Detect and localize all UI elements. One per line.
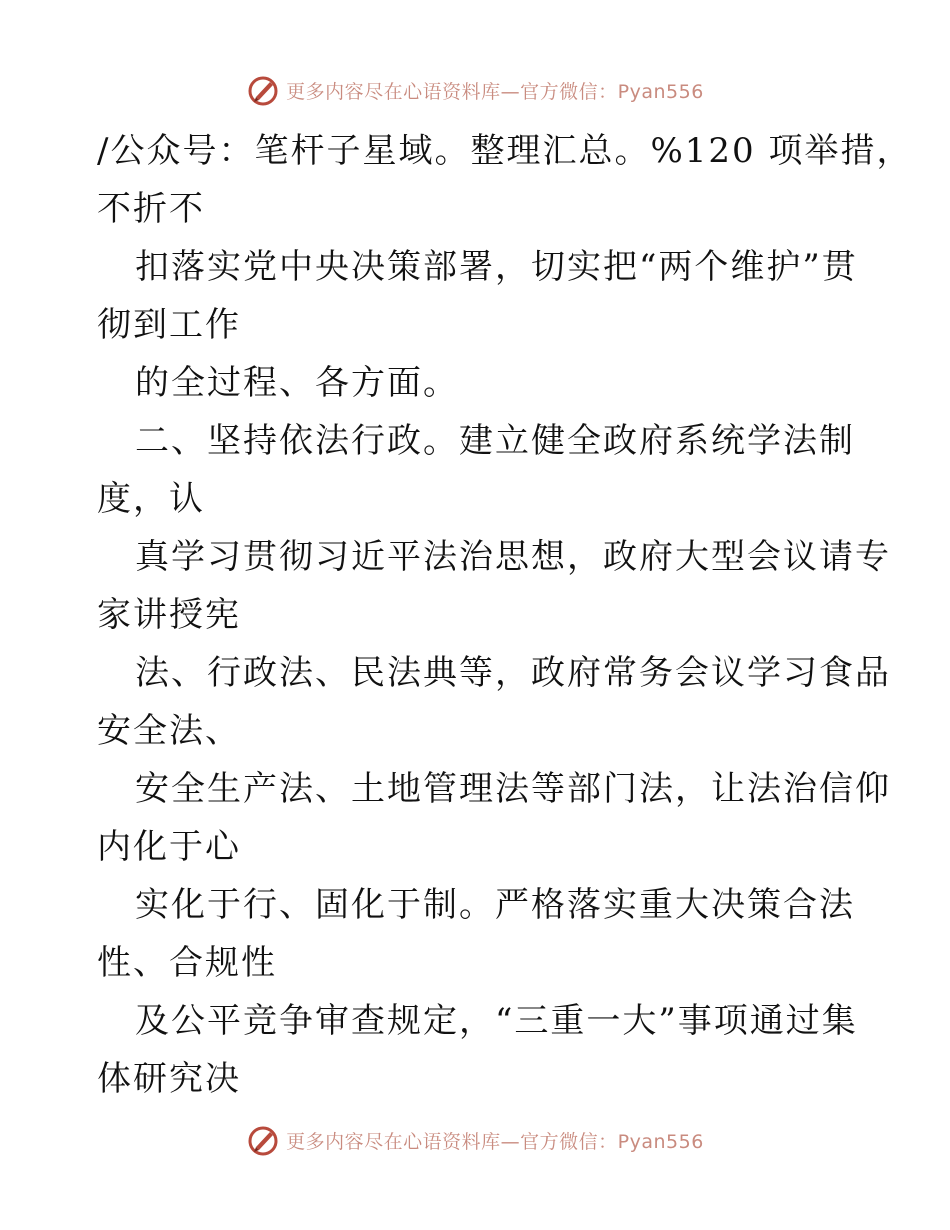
document-body (97, 122, 913, 1108)
brush-logo-icon (246, 1123, 280, 1157)
text-line: 家讲授宪 (97, 595, 241, 635)
text-line: 体研究决 (97, 1059, 241, 1099)
text-line: 实化于行、固化于制。严格落实重大决策合法 (135, 885, 855, 925)
footer-watermark (0, 1120, 950, 1160)
brush-logo-icon (246, 73, 280, 107)
text-line: 真学习贯彻习近平法治思想，政府大型会议请专 (135, 537, 891, 577)
text-line: 彻到工作 (97, 305, 241, 345)
watermark-text: 更多内容尽在心语资料库—官方微信：Pyan556 (286, 80, 704, 103)
text-line: 二、坚持依法行政。建立健全政府系统学法制 (135, 421, 855, 461)
text-line: 扣落实党中央决策部署，切实把“两个维护”贯 (135, 247, 858, 287)
text-line: 的全过程、各方面。 (135, 363, 459, 403)
text-line: 度，认 (97, 479, 205, 519)
text-line: 安全生产法、土地管理法等部门法，让法治信仰 (135, 769, 891, 809)
text-line: /公众号：笔杆子星域。整理汇总。%120 项举措， (97, 131, 913, 171)
text-line: 不折不 (97, 189, 205, 229)
text-line: 性、合规性 (97, 943, 277, 983)
text-line: 安全法、 (97, 711, 241, 751)
text-line: 法、行政法、民法典等，政府常务会议学习食品 (135, 653, 891, 693)
text-line: 及公平竞争审查规定，“三重一大”事项通过集 (135, 1001, 858, 1041)
watermark-text: 更多内容尽在心语资料库—官方微信：Pyan556 (286, 1130, 704, 1153)
header-watermark (0, 70, 950, 110)
text-line: 内化于心 (97, 827, 241, 867)
